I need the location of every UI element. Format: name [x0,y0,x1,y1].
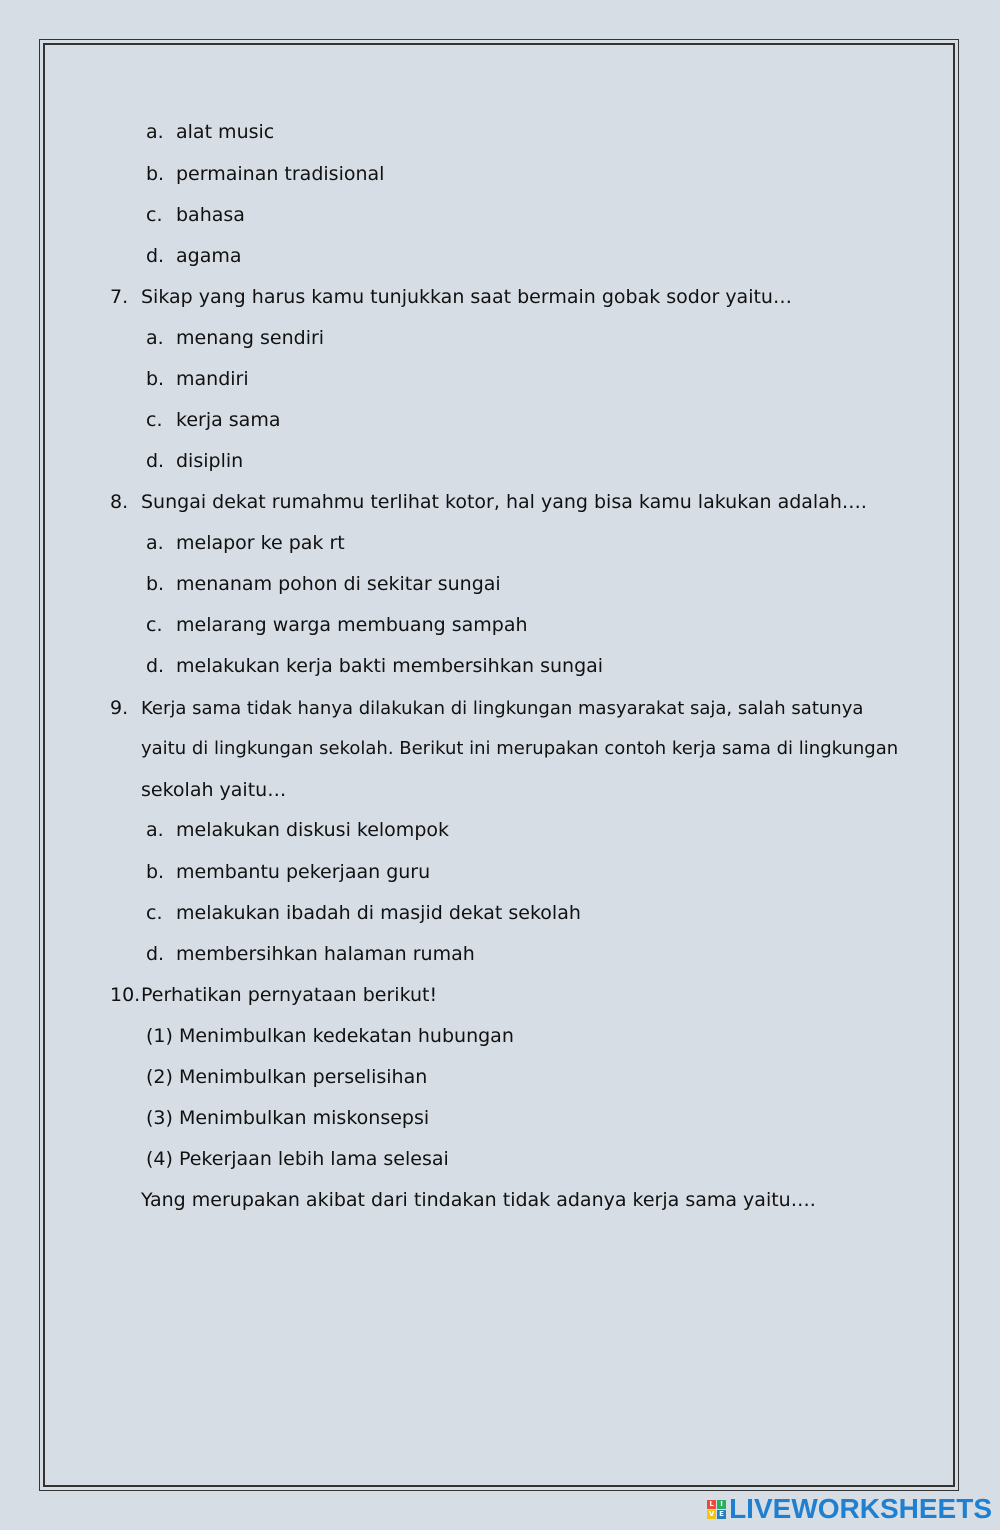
logo-letter-i: I [717,1500,726,1509]
q9-line-1: Kerja sama tidak hanya dilakukan di lingkungan masyarakat saja, salah satunya [141,698,864,719]
logo-text: LIVEWORKSHEETS [729,1493,992,1524]
q10-statement-1: (1) Menimbulkan kedekatan hubungan [146,1025,514,1047]
q6-option-d[interactable]: d. agama [146,245,242,267]
question-7: 7. Sikap yang harus kamu tunjukkan saat bermain gobak sodor yaitu… [110,286,792,308]
q10-statement-2: (2) Menimbulkan perselisihan [146,1066,428,1088]
q6-option-b[interactable]: b. permainan tradisional [146,163,385,185]
question-10: 10.Perhatikan pernyataan berikut! [110,984,438,1006]
logo-letter-l: L [707,1500,716,1509]
liveworksheets-logo[interactable] [707,1492,992,1526]
q8-option-d[interactable]: d. melakukan kerja bakti membersihkan sungai [146,655,604,677]
logo-letter-e: E [717,1510,726,1519]
q9-line-2: yaitu di lingkungan sekolah. Berikut ini merupakan contoh kerja sama di lingkungan [141,738,899,759]
q10-statement-4: (4) Pekerjaan lebih lama selesai [146,1148,449,1170]
q8-option-a[interactable]: a. melapor ke pak rt [146,532,345,554]
q9-option-d[interactable]: d. membersihkan halaman rumah [146,943,475,965]
q7-option-d[interactable]: d. disiplin [146,450,244,472]
q9-option-c[interactable]: c. melakukan ibadah di masjid dekat sekolah [146,902,581,924]
q8-option-c[interactable]: c. melarang warga membuang sampah [146,614,528,636]
q7-option-b[interactable]: b. mandiri [146,368,249,390]
q6-option-a[interactable]: a. alat music [146,121,275,143]
q8-option-b[interactable]: b. menanam pohon di sekitar sungai [146,573,501,595]
q10-closing: Yang merupakan akibat dari tindakan tidak adanya kerja sama yaitu…. [141,1189,816,1211]
logo-mark-icon [707,1500,726,1519]
q7-option-a[interactable]: a. menang sendiri [146,327,325,349]
question-9: 9. Kerja sama tidak hanya dilakukan di lingkungan masyarakat saja, salah satunya [110,697,864,719]
question-8: 8. Sungai dekat rumahmu terlihat kotor, hal yang bisa kamu lakukan adalah…. [110,491,867,513]
q9-option-a[interactable]: a. melakukan diskusi kelompok [146,819,450,841]
q9-option-b[interactable]: b. membantu pekerjaan guru [146,861,431,883]
q7-option-c[interactable]: c. kerja sama [146,409,281,431]
q9-line-3: sekolah yaitu… [141,779,287,801]
q10-statement-3: (3) Menimbulkan miskonsepsi [146,1107,430,1129]
q6-option-c[interactable]: c. bahasa [146,204,245,226]
logo-letter-v: V [708,1509,715,1518]
